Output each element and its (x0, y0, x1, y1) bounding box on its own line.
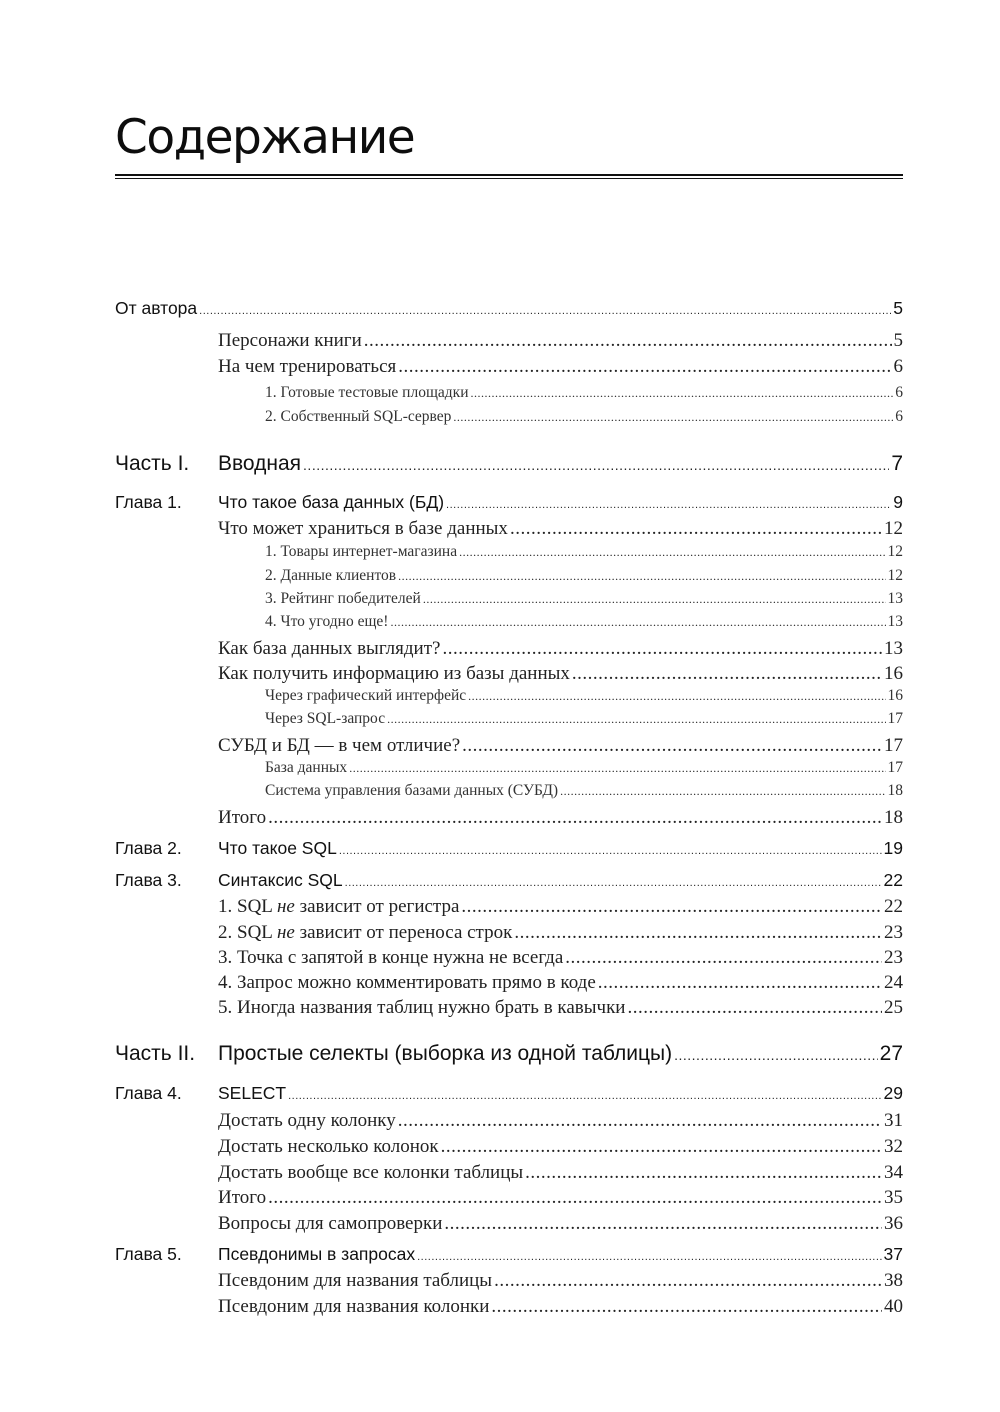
dot-leader (199, 305, 891, 317)
toc-entry-l1 (218, 638, 903, 660)
dot-leader (398, 1110, 882, 1132)
toc-entry-title: Итого (218, 807, 267, 828)
page-number: 38 (884, 1270, 903, 1291)
toc-entry-chap (115, 838, 903, 859)
toc-entry-l1 (218, 330, 903, 352)
dot-leader (441, 1136, 882, 1158)
toc-entry-title: Достать одну колонку (218, 1110, 396, 1131)
toc-entry-title: Достать несколько колонок (218, 1136, 439, 1157)
toc-entry-part (115, 452, 903, 476)
part-label: Часть II. (115, 1042, 196, 1065)
dot-leader (398, 569, 885, 584)
toc-entry-title: 1. SQL не зависит от регистра (218, 896, 460, 917)
toc-entry-l2 (265, 759, 903, 777)
toc-entry-title: Что такое база данных (БД) (218, 492, 445, 512)
page-number: 17 (887, 710, 903, 727)
toc-entry-title: Достать вообще все колонки таблицы (218, 1162, 524, 1183)
page-number: 35 (884, 1187, 903, 1208)
page-number: 19 (883, 838, 903, 858)
dot-leader (364, 330, 892, 352)
page-number: 6 (895, 408, 903, 425)
toc-entry-title: Как база данных выглядит? (218, 638, 441, 659)
dot-leader (442, 638, 882, 660)
toc-entry-chap (115, 1244, 903, 1265)
toc-entry-l2 (265, 567, 903, 585)
toc-entry-title: Через SQL-запрос (265, 710, 386, 727)
toc-entry-l1 (218, 735, 903, 757)
dot-leader (446, 499, 891, 511)
toc-entry-title: Система управления базами данных (СУБД) (265, 782, 559, 799)
toc-entry-title: От автора (115, 298, 198, 318)
toc-entry-l1 (218, 997, 903, 1019)
dot-leader (444, 1213, 882, 1235)
toc-entry-l1 (218, 922, 903, 944)
toc-entry-chap (115, 492, 903, 513)
toc-entry-l1 (218, 1136, 903, 1158)
dot-leader (288, 1090, 881, 1102)
toc-entry-title: Через графический интерфейс (265, 687, 467, 704)
chapter-label: Глава 4. (115, 1083, 182, 1103)
dot-leader (674, 1047, 878, 1063)
page-number: 23 (884, 947, 903, 968)
dot-leader (459, 545, 885, 560)
toc-entry-l2 (265, 710, 903, 728)
page-number: 18 (887, 782, 903, 799)
toc-entry-top (115, 298, 903, 319)
dot-leader (417, 1251, 881, 1263)
page-number: 22 (883, 870, 903, 890)
dot-leader (598, 972, 882, 994)
dot-leader (572, 663, 882, 685)
toc-entry-title: 2. SQL не зависит от переноса строк (218, 922, 513, 943)
toc-entry-title: 4. Что угодно еще! (265, 613, 389, 630)
page-number: 24 (884, 972, 903, 993)
toc-entry-title: 3. Точка с запятой в конце нужна не всегда (218, 947, 564, 968)
page-number: 12 (884, 518, 903, 539)
page-number: 22 (884, 896, 903, 917)
page-number: 29 (883, 1083, 903, 1103)
page-number: 18 (884, 807, 903, 828)
toc-entry-l1 (218, 896, 903, 918)
dot-leader (345, 877, 882, 889)
page-number: 12 (887, 543, 903, 560)
toc-entry-l1 (218, 1187, 903, 1209)
page-number: 37 (883, 1244, 903, 1264)
dot-leader (470, 386, 893, 401)
dot-leader (462, 735, 882, 757)
chapter-label: Глава 2. (115, 838, 182, 858)
dot-leader (387, 712, 885, 727)
dot-leader (510, 518, 882, 540)
toc-entry-chap (115, 870, 903, 891)
dot-leader (565, 947, 882, 969)
toc-entry-l2 (265, 687, 903, 705)
toc-entry-l1 (218, 1270, 903, 1292)
toc-entry-title: Псевдонимы в запросах (218, 1244, 416, 1264)
chapter-label: Глава 1. (115, 492, 182, 512)
page-number: 34 (884, 1162, 903, 1183)
toc-entry-title: 4. Запрос можно комментировать прямо в коде (218, 972, 596, 993)
dot-leader (627, 997, 882, 1019)
page-number: 17 (884, 735, 903, 756)
page-number: 9 (893, 492, 903, 512)
page-title: Содержание (115, 110, 415, 165)
page-number: 5 (893, 330, 903, 351)
toc-entry-title: СУБД и БД — в чем отличие? (218, 735, 461, 756)
toc-entry-l2 (265, 408, 903, 426)
chapter-label: Глава 3. (115, 870, 182, 890)
page-number: 13 (884, 638, 903, 659)
dot-leader (525, 1162, 882, 1184)
dot-leader (468, 689, 885, 704)
toc-entry-l2 (265, 384, 903, 402)
page-number: 12 (887, 567, 903, 584)
dot-leader (349, 761, 885, 776)
toc-entry-title: Простые селекты (выборка из одной таблицы) (218, 1042, 673, 1065)
dot-leader (398, 356, 891, 378)
dot-leader (514, 922, 882, 944)
page-number: 27 (879, 1042, 903, 1065)
part-label: Часть I. (115, 452, 190, 475)
page-number: 23 (884, 922, 903, 943)
toc-entry-title: SELECT (218, 1083, 287, 1103)
toc-entry-l2 (265, 543, 903, 561)
toc-entry-l1 (218, 972, 903, 994)
page-number: 13 (887, 590, 903, 607)
page-number: 6 (895, 384, 903, 401)
page-number: 32 (884, 1136, 903, 1157)
toc-entry-title: Вопросы для самопроверки (218, 1213, 443, 1234)
toc-entry-title: На чем тренироваться (218, 356, 397, 377)
page-number: 40 (884, 1296, 903, 1317)
page-number: 17 (887, 759, 903, 776)
toc-entry-l1 (218, 1213, 903, 1235)
page-number: 6 (893, 356, 903, 377)
toc-entry-title: Псевдоним для названия колонки (218, 1296, 490, 1317)
toc-entry-l1 (218, 807, 903, 829)
toc-entry-l2 (265, 613, 903, 631)
dot-leader (423, 592, 886, 607)
dot-leader (461, 896, 882, 918)
page-number: 16 (887, 687, 903, 704)
toc-entry-title: 1. Готовые тестовые площадки (265, 384, 469, 401)
toc-entry-l1 (218, 1296, 903, 1318)
dot-leader (491, 1296, 882, 1318)
toc-entry-part (115, 1042, 903, 1066)
toc-entry-chap (115, 1083, 903, 1104)
page-number: 5 (893, 298, 903, 318)
toc-entry-l1 (218, 1110, 903, 1132)
page-number: 25 (884, 997, 903, 1018)
page-number: 7 (891, 452, 903, 475)
toc-entry-title: 2. Данные клиентов (265, 567, 397, 584)
toc-entry-title: 3. Рейтинг победителей (265, 590, 421, 607)
toc-entry-l2 (265, 590, 903, 608)
dot-leader (494, 1270, 882, 1292)
toc-entry-l2 (265, 782, 903, 800)
page-number: 36 (884, 1213, 903, 1234)
toc-entry-title: База данных (265, 759, 348, 776)
toc-entry-title: Вводная (218, 452, 302, 475)
toc-entry-l1 (218, 663, 903, 685)
chapter-label: Глава 5. (115, 1244, 182, 1264)
dot-leader (453, 410, 893, 425)
toc-entry-title: Как получить информацию из базы данных (218, 663, 570, 684)
toc-entry-title: Что такое SQL (218, 838, 337, 858)
toc-entry-l1 (218, 1162, 903, 1184)
dot-leader (303, 457, 889, 473)
dot-leader (268, 1187, 882, 1209)
dot-leader (268, 807, 882, 829)
dot-leader (560, 784, 885, 799)
toc-entry-title: Псевдоним для названия таблицы (218, 1270, 493, 1291)
toc-entry-l1 (218, 518, 903, 540)
toc-entry-l1 (218, 947, 903, 969)
toc-entry-title: 1. Товары интернет-магазина (265, 543, 458, 560)
toc-entry-title: Итого (218, 1187, 267, 1208)
page-number: 31 (884, 1110, 903, 1131)
toc-entry-title: 5. Иногда названия таблиц нужно брать в кавычки (218, 997, 626, 1018)
toc-entry-title: 2. Собственный SQL-сервер (265, 408, 452, 425)
toc-entry-title: Что может храниться в базе данных (218, 518, 508, 539)
dot-leader (390, 615, 885, 630)
toc-entry-title: Персонажи книги (218, 330, 362, 351)
page-number: 16 (884, 663, 903, 684)
toc-entry-l1 (218, 356, 903, 378)
page-number: 13 (887, 613, 903, 630)
dot-leader (339, 845, 882, 857)
toc-entry-title: Синтаксис SQL (218, 870, 343, 890)
